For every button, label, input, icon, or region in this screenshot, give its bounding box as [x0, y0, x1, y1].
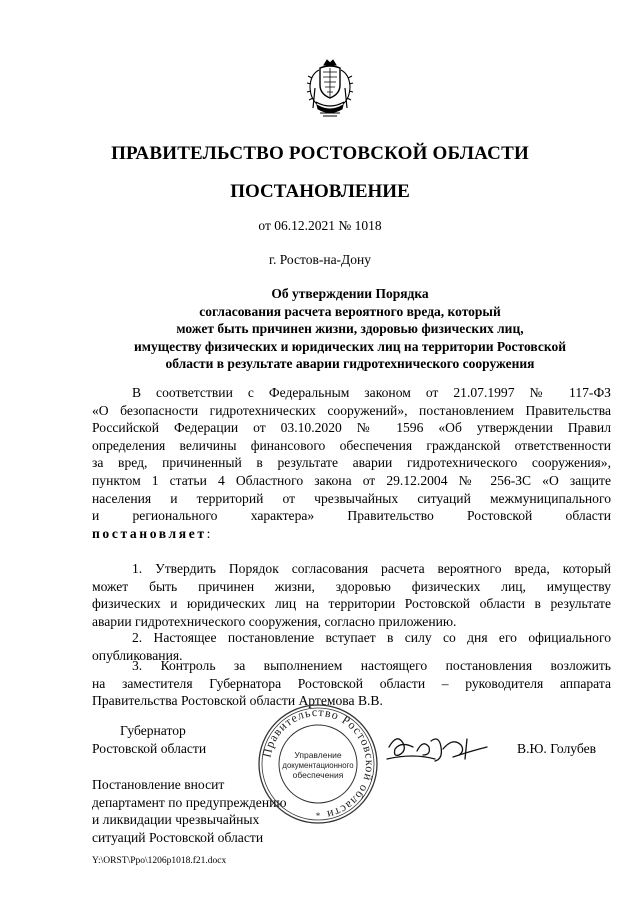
document-type: ПОСТАНОВЛЕНИЕ [230, 181, 410, 202]
preamble-line: населения и территорий от чрезвычайных ситуаций межмуниципального [92, 490, 611, 506]
item-line: 2. Настоящее постановление вступает в силу со дня его официального [132, 630, 611, 645]
preamble-line: и регионального характера» Правительство Ростовской области [92, 508, 611, 524]
government-name: ПРАВИТЕЛЬСТВО РОСТОВСКОЙ ОБЛАСТИ [111, 143, 529, 164]
note-line: ситуаций Ростовской области [92, 829, 264, 845]
city: г. Ростов-на-Дону [268, 252, 371, 267]
note-line: Постановление вносит [92, 777, 225, 792]
item-1 [92, 560, 611, 630]
preamble-line: определения величины финансового обеспечения гражданской ответственности [92, 437, 611, 453]
resolves-colon: : [206, 525, 211, 541]
title-line: области в результате аварии гидротехнического сооружения [165, 356, 535, 371]
preamble-line: В соответствии с Федеральным законом от 21.07.1997 № 117-ФЗ [132, 385, 611, 400]
document-title [90, 285, 610, 373]
item-line: физических и юридических лиц на территории Ростовской области в результате [92, 596, 611, 612]
item-line: на заместителя Губернатора Ростовской области – руководителя аппарата [92, 675, 611, 691]
item-line: аварии гидротехнического сооружения, согласно приложению. [92, 613, 457, 629]
coat-of-arms-emblem [305, 58, 355, 120]
preamble-line: за вред, причиненный в результате аварии гидротехнического сооружения», [92, 455, 611, 471]
title-line: согласования расчета вероятного вреда, который [199, 303, 501, 319]
resolves-word: постановляет [92, 525, 207, 541]
item-line: опубликования. [92, 647, 183, 663]
preamble-line: пунктом 1 статьи 4 Областного закона от 29.12.2004 № 256-ЗС «О защите [92, 472, 611, 488]
handwritten-signature [383, 729, 491, 769]
title-line: может быть причинен жизни, здоровью физических лиц, [176, 321, 524, 336]
preamble-line: Российской Федерации от 03.10.2020 № 1596 «Об утверждении Правил [92, 420, 611, 436]
signer-name: В.Ю. Голубев [517, 741, 597, 756]
resolves-line [92, 525, 611, 543]
title-line: Об утверждении Порядка [271, 286, 429, 301]
preamble-paragraph [92, 384, 611, 542]
signer-position-line1: Губернатор [120, 723, 186, 738]
seal-center-line: документационного [282, 761, 354, 770]
item-line: может быть причинен жизни, здоровью физических лиц, имуществу [92, 578, 611, 594]
item-line: Правительства Ростовской области Артемова В.В. [92, 693, 383, 709]
note-line: департамент по предупреждению [92, 794, 287, 810]
official-seal-stamp [256, 702, 380, 826]
seal-center-line: Управление [294, 750, 342, 760]
seal-center-line: обеспечения [292, 770, 344, 780]
seal-ring-text: Правительство Ростовской области [259, 704, 378, 823]
file-path: Y:\ORST\Ppo\1206p1018.f21.docx [92, 856, 227, 866]
date-number: от 06.12.2021 № 1018 [258, 218, 382, 233]
item-line: 1. Утвердить Порядок согласования расчета вероятного вреда, который [132, 561, 611, 576]
item-line: 3. Контроль за выполнением настоящего постановления возложить [132, 658, 611, 673]
seal-star-icon: * [315, 811, 321, 821]
preamble-line: «О безопасности гидротехнических сооружений», постановлением Правительства [92, 402, 611, 418]
note-line: и ликвидации чрезвычайных [92, 812, 260, 828]
signer-position-line2: Ростовской области [92, 741, 207, 756]
title-line: имуществу физических и юридических лиц на территории Ростовской [134, 338, 566, 354]
